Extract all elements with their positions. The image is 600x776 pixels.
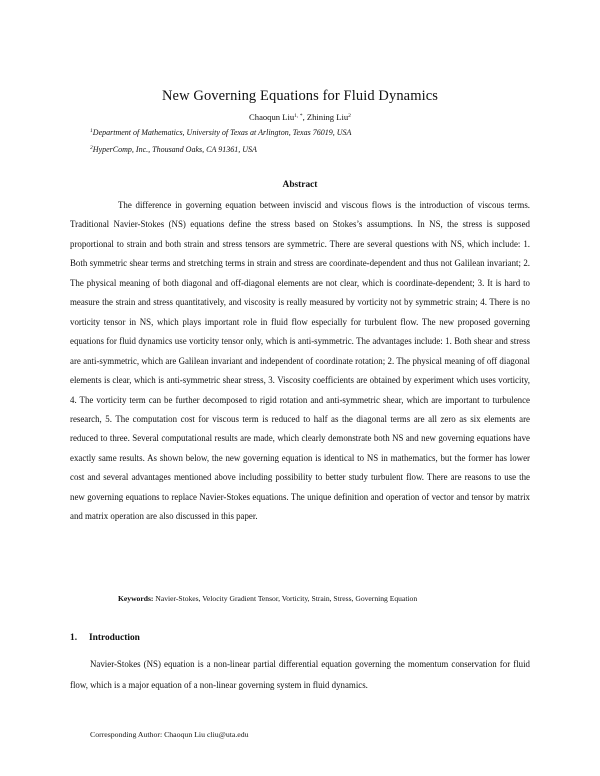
paper-title: New Governing Equations for Fluid Dynamics xyxy=(161,88,439,104)
affiliation-text: HyperComp, Inc., Thousand Oaks, CA 91361, USA xyxy=(92,145,257,154)
introduction-body: Navier-Stokes (NS) equation is a non-linear partial differential equation governing the momentum conservation for fluid flow, which is a major equation of a non-linear governing system in fluid dynamics. xyxy=(70,659,530,690)
author-name: Chaoqun Liu xyxy=(249,112,295,122)
corresponding-author-footnote: Corresponding Author: Chaoqun Liu cliu@uta.edu xyxy=(90,730,249,739)
author-line xyxy=(0,112,600,122)
author-name: Zhining Liu xyxy=(306,112,349,122)
section-heading xyxy=(70,633,140,643)
author-superscript: 2 xyxy=(348,113,351,119)
section-title: Introduction xyxy=(89,633,140,643)
author-superscript: 1, * xyxy=(294,113,303,119)
section-number: 1. xyxy=(70,633,78,643)
affiliation xyxy=(90,145,257,154)
keywords-label: Keywords: xyxy=(118,594,154,603)
keywords-line xyxy=(118,594,417,603)
affiliation xyxy=(90,128,351,137)
author-separator: , xyxy=(302,112,307,122)
abstract-heading: Abstract xyxy=(282,180,318,190)
affiliation-superscript: 1 xyxy=(90,128,93,134)
abstract-body: The difference in governing equation between inviscid and viscous flows is the introduction of viscous terms. Traditional Navier-Stokes (NS) equations define the stress based on Stokes’s assumptions. In NS, the stress is supposed proportional to strain and both strain and stress tensors are symmetric. There are several questions with NS, which include: 1. Both symmetric shear terms and stretching terms in strain and stress are coordinate-dependent and thus not Galilean invariant; 2. The physical meaning of both diagonal and off-diagonal elements are not clear, which is coordinate-dependent; 3. It is hard to measure the strain and stress quantitatively, and viscosity is really measured by vorticity not by symmetric strain; 4. There is no vorticity tensor in NS, which plays important role in fluid flow especially for turbulent flow. The new proposed governing equations for fluid dynamics use vorticity tensor only, which is anti-symmetric. The advantages include: 1. Both shear and stress are anti-symmetric, which are Galilean invariant and independent of coordinate rotation; 2. The physical meaning of off diagonal elements is clear, which is anti-symmetric shear stress, 3. Viscosity coefficients are obtained by experiment which uses vorticity, 4. The vorticity term can be further decomposed to rigid rotation and anti-symmetric shear, which are important to turbulence research, 5. The computation cost for viscous term is reduced to half as the diagonal terms are all zero as six elements are reduced to three. Several computational results are made, which clearly demonstrate both NS and new governing equations have exactly same results. As shown below, the new governing equation is identical to NS in mathematics, but the former has lower cost and several advantages mentioned above including possibility to better study turbulent flow. There are reasons to use the new governing equations to replace Navier-Stokes equations. The unique definition and operation of vector and tensor by matrix and matrix operation are also discussed in this paper. xyxy=(70,200,530,522)
affiliation-text: Department of Mathematics, University of Texas at Arlington, Texas 76019, USA xyxy=(92,128,352,137)
affiliation-superscript: 2 xyxy=(90,145,93,151)
keywords-list: Navier-Stokes, Velocity Gradient Tensor, Vorticity, Strain, Stress, Governing Equation xyxy=(155,594,418,603)
